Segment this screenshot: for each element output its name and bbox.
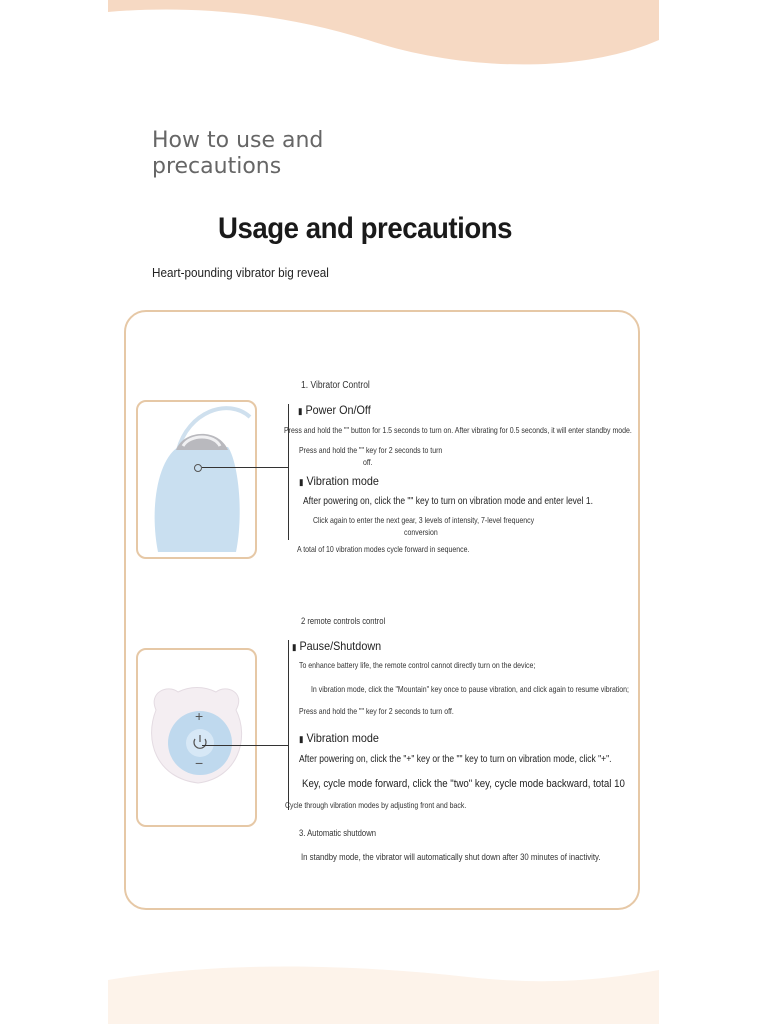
- vibration-mode-title-2: Vibration mode: [306, 731, 379, 745]
- mode1-text-3: A total of 10 vibration modes cycle forward in sequence.: [297, 544, 470, 554]
- callout-line-h: [202, 467, 288, 468]
- power-on-off-heading: [298, 403, 371, 417]
- remote-image-box: [136, 648, 257, 827]
- page-title: Usage and precautions: [218, 212, 513, 245]
- vibrator-illustration: [138, 402, 255, 557]
- pause-shutdown-heading: [292, 639, 381, 653]
- callout-line-v-2: [288, 640, 289, 810]
- power-text-1: Press and hold the "" button for 1.5 seconds to turn on. After vibrating for 0.5 seconds, it will enter standby mode.: [284, 425, 632, 435]
- pause-text-1: To enhance battery life, the remote control cannot directly turn on the device;: [299, 660, 536, 670]
- mode2-text-2: Key, cycle mode forward, click the "two" key, cycle mode backward, total 10: [302, 778, 625, 790]
- section3-title: 3. Automatic shutdown: [299, 828, 376, 838]
- vibration-mode-title-1: Vibration mode: [306, 474, 379, 488]
- vibrator-image-box: [136, 400, 257, 559]
- marker-icon: ▮: [292, 642, 297, 652]
- mode2-text-1: After powering on, click the "+" key or the "" key to turn on vibration mode, click "+".: [299, 754, 612, 765]
- pause-text-3: Press and hold the "" key for 2 seconds to turn off.: [299, 706, 454, 716]
- section-heading-line-2: precautions: [152, 154, 282, 179]
- product-page: [108, 0, 659, 1024]
- remote-minus-key: −: [195, 755, 204, 771]
- vibration-mode-heading-1: [299, 474, 379, 488]
- callout-line-h-2: [202, 745, 288, 746]
- mode1-text-2b: conversion: [404, 527, 438, 537]
- top-wave-decoration: [108, 0, 659, 70]
- bottom-wave-decoration: [108, 955, 659, 1024]
- power-text-2a: Press and hold the "" key for 2 seconds to turn: [299, 445, 443, 455]
- vibration-mode-heading-2: [299, 731, 379, 745]
- marker-icon: ▮: [299, 734, 304, 744]
- remote-illustration: [138, 650, 255, 825]
- section3-text: In standby mode, the vibrator will automatically shut down after 30 minutes of inactivity.: [301, 852, 601, 863]
- section-heading-line-1: How to use and: [152, 128, 324, 153]
- marker-icon: ▮: [298, 406, 303, 416]
- marker-icon: ▮: [299, 477, 304, 487]
- power-on-off-title: Power On/Off: [305, 403, 371, 417]
- section2-title: 2 remote controls control: [301, 616, 386, 626]
- section-heading: [152, 128, 323, 180]
- section1-title: 1. Vibrator Control: [301, 380, 370, 391]
- pause-text-2: In vibration mode, click the "Mountain" key once to pause vibration, and click again to resume vibration;: [311, 684, 629, 694]
- mode1-text-2a: Click again to enter the next gear, 3 levels of intensity, 7-level frequency: [313, 515, 535, 525]
- mode1-text-1: After powering on, click the "" key to turn on vibration mode and enter level 1.: [303, 496, 593, 507]
- pause-shutdown-title: Pause/Shutdown: [299, 639, 382, 653]
- mode2-text-3: Cycle through vibration modes by adjusting front and back.: [285, 800, 467, 810]
- page-subtitle: Heart-pounding vibrator big reveal: [152, 265, 329, 280]
- remote-plus-key: +: [195, 708, 204, 724]
- power-text-2b: off.: [363, 457, 373, 467]
